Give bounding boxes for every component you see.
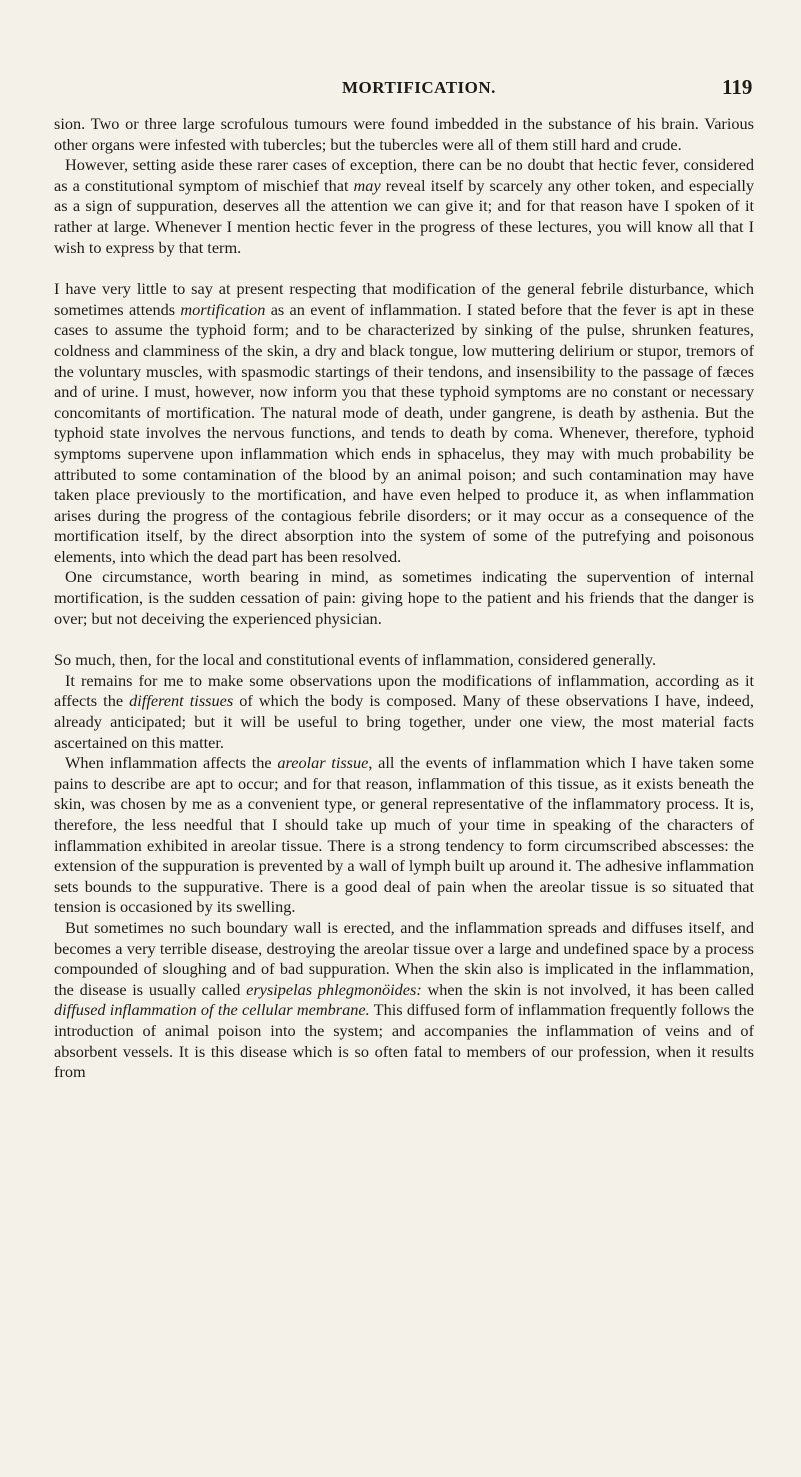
italic-run: may	[353, 175, 381, 195]
text-run: It remains for me to make some observations upon the modifications of inflammation, according as it affects the	[54, 670, 754, 711]
italic-run: erysipelas phlegmonöides:	[246, 979, 422, 999]
text-run: When inflammation affects the	[65, 753, 278, 773]
text-run: when the skin is not involved, it has been called	[421, 979, 755, 999]
text-run: of which the body is composed. Many of these observations I have, indeed, already anticipated; but it will be useful to bring together, under one view, the most material facts ascertained on this matter.	[54, 691, 754, 752]
text-run: One circumstance, worth bearing in mind, as sometimes indicating the supervention of internal mortification, is the sudden cessation of pain: giving hope to the patient and his friends that the danger is over; but not deceiving the experienced physician.	[54, 567, 754, 628]
paragraph	[54, 650, 754, 671]
text-run: , all the events of inflammation which I have taken some pains to describe are apt to occur; and for that reason, inflammation of this tissue, as it exists beneath the skin, was chosen by me as a convenient type, or general representative of the inflammatory process. It is, therefore, the less needful that I should take up much of your time in speaking of the characters of inflammation exhibited in areolar tissue. There is a strong tendency to form circumscribed abscesses: the extension of the suppuration is prevented by a wall of lymph built up around it. The adhesive inflammation sets bounds to the suppurative. There is a good deal of pain when the areolar tissue is so situated that tension is occasioned by its swelling.	[54, 753, 755, 917]
text-run: However, setting aside these rarer cases of exception, there can be no doubt that hectic fever, considered as a constitutional symptom of mischief that	[54, 155, 754, 195]
text-run: as an event of inflammation. I stated before that the fever is apt in these cases to assume the typhoid form; and to be characterized by sinking of the pulse, shrunken features, coldness and clamminess of the skin, a dry and black tongue, low muttering delirium or stupor, tremors of the voluntary muscles, with spasmodic startings of their tendons, and insensibility to the passage of fæces and of urine. I must, however, now inform you that these typhoid symptoms are no constant or necessary concomitants of mortification. The natural mode of death, under gangrene, is death by asthenia. But the typhoid state involves the nervous functions, and tends to death by coma. Whenever, therefore, typhoid symptoms supervene upon inflammation which ends in sphacelus, they may with much probability be attributed to some contamination of the blood by an animal poison; and such contamination may have taken place previously to the mortification, and have even helped to produce it, as when inflammation arises during the progress of the contagious febrile disorders; or it may occur as a consequence of the mortification itself, by the direct absorption into the system of some of the putrefying and poisonous elements, into which the dead part has been resolved.	[54, 299, 754, 566]
running-head-title: MORTIFICATION.	[342, 78, 496, 97]
page-number: 119	[722, 75, 753, 99]
italic-run: mortification	[180, 299, 266, 319]
paragraph	[54, 753, 754, 918]
paragraph	[54, 567, 754, 629]
paragraph	[54, 279, 754, 567]
paragraph	[54, 114, 754, 155]
paragraph	[54, 671, 754, 753]
text-run: sion. Two or three large scrofulous tumours were found imbedded in the substance of his brain. Various other organs were infested with tubercles; but the tubercles were all of them still hard and crude.	[54, 114, 754, 154]
italic-run: different tissues	[129, 691, 234, 711]
body-text	[54, 114, 754, 1083]
text-run: But sometimes no such boundary wall is erected, and the inflammation spreads and diffuses itself, and becomes a very terrible disease, destroying the areolar tissue over a large and undefined space by a process compounded of sloughing and of bad suppuration. When the skin also is implicated in the inflammation, the disease is usually called	[54, 917, 754, 999]
paragraph	[54, 918, 754, 1083]
italic-run: areolar tissue	[277, 753, 369, 773]
paragraph	[54, 155, 754, 258]
text-run: reveal itself by scarcely any other token, and especially as a sign of suppuration, deserves all the attention we can give it; and for that reason have I spoken of it rather at large. Whenever I mention hectic fever in the progress of these lectures, you will know all that I wish to express by that term.	[54, 175, 755, 257]
text-run: I have very little to say at present respecting that modification of the general febrile disturbance, which sometimes attends	[54, 279, 754, 319]
running-head	[0, 76, 801, 100]
text-run: This diffused form of inflammation frequently follows the introduction of animal poison into the system; and accompanies the inflammation of veins and of absorbent vessels. It is this disease which is so often fatal to members of our profession, when it results from	[54, 1000, 755, 1082]
text-run: So much, then, for the local and constitutional events of inflammation, considered generally.	[54, 650, 657, 670]
italic-run: diffused inflammation of the cellular membrane.	[54, 1000, 370, 1020]
